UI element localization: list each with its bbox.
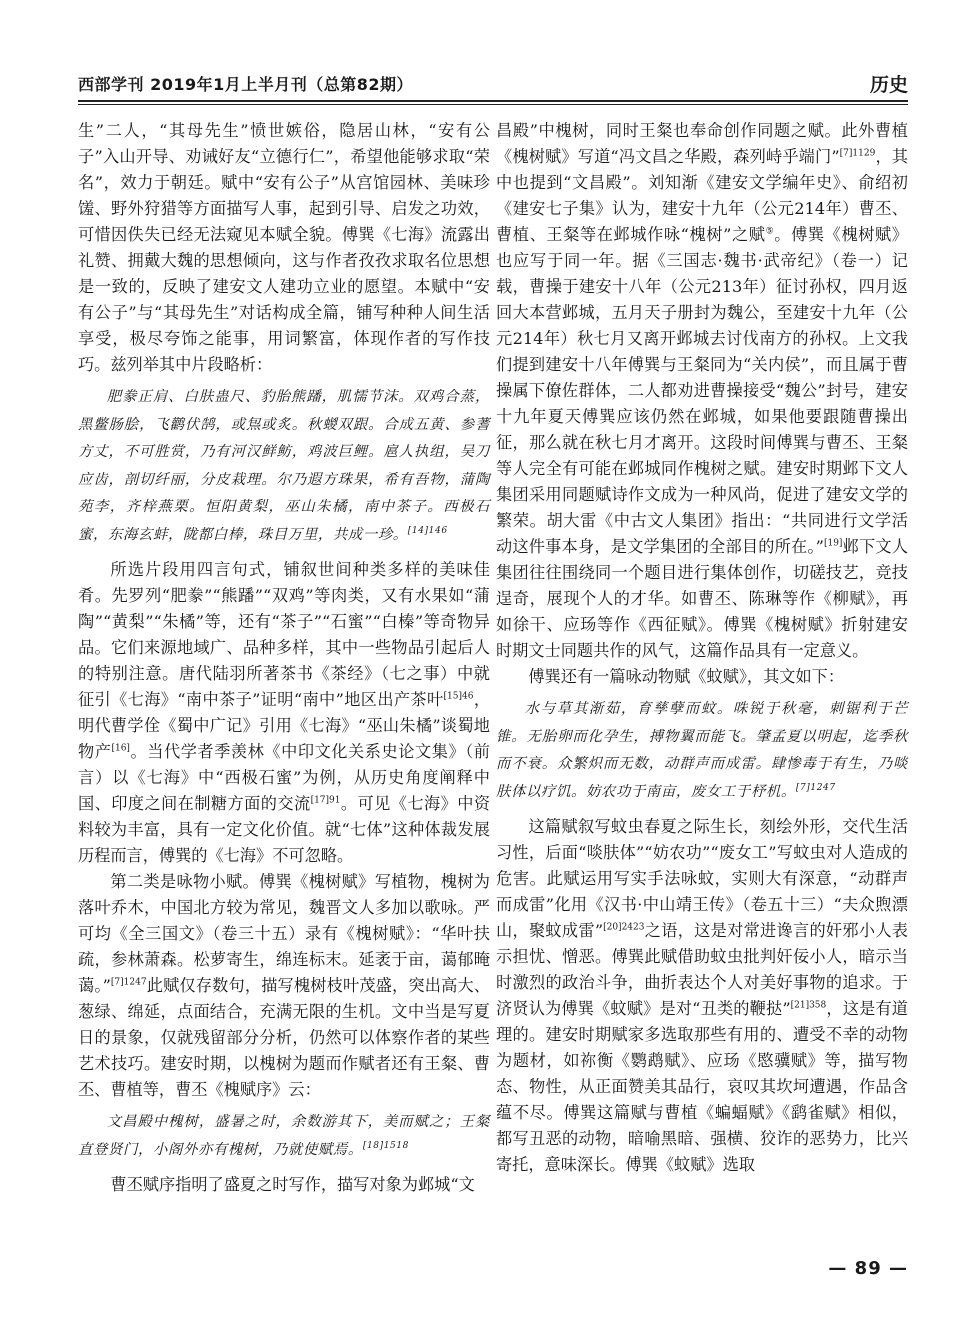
header-rule-thick xyxy=(78,100,908,102)
paragraph-text: ，明代曹学佺《蜀中广记》引用《七海》“巫山朱橘”谈蜀地物产 xyxy=(78,690,491,761)
header-rule-thin xyxy=(78,104,908,105)
body-paragraph xyxy=(496,118,908,664)
paragraph-text: 生”二人，“其母先生”愤世嫉俗，隐居山林，“安有公子”入山开导、劝诫好友“立德行仁”，希望他能够求取“荣名”，效力于朝廷。赋中“安有公子”从宫馆园林、美味珍馐、野外狩猎等方面描写人事，起到引导、启发之功效，可惜因佚失已经无法窥见本赋全貌。傅巽《七海》流露出礼赞、拥戴大魏的思想倾向，这与作者孜孜求取名位思想是一致的，反映了建安文人建功立业的愿望。本赋中“安有公子”与“其母先生”对话构成全篇，铺写种种人间生活享受，极尽夸饰之能事，用词繁富，体现作者的写作技巧。兹列举其中片段略析： xyxy=(78,121,490,374)
paragraph-text: 邺下文人集团往往围绕同一个题目进行集体创作，切磋技艺，竞技逞奇，展现个人的才华。如曹丕、陈琳等作《柳赋》，再如徐干、应玚等作《西征赋》。傅巽《槐树赋》折射建安时期文士同题共作的风气，这篇作品具有一定意义。 xyxy=(496,537,908,660)
paragraph-text: 水与草其渐茹，育孳孽而蚊。咮锐于秋毫，刺锯利于芒锥。无胎卵而化孕生，搏物翼而能飞。肇孟夏以明起，迄季秋而不衰。众繁炽而无数，动群声而成雷。肆惨毒于有生，乃啖肤体以疗饥。妨农功于南亩，废女工于杼机。 xyxy=(496,701,908,800)
journal-title: 西部学刊 2019年1月上半月刊（总第82期） xyxy=(78,75,414,94)
citation-ref: [16] xyxy=(111,743,130,754)
paragraph-text: 。可见《七海》中资料较为丰富，具有一定文化价值。就“七体”这种体裁发展历程而言，傅巽的《七海》不可忽略。 xyxy=(78,794,491,865)
citation-ref: ⑤ xyxy=(765,226,775,237)
paragraph-text: 。当代学者季羡林《中印文化关系史论文集》（前言）以《七海》中“西极石蜜”为例，从历史角度阐释中国、印度之间在制糖方面的交流 xyxy=(78,742,490,813)
paragraph-text: 这篇赋叙写蚊虫春夏之际生长，刻绘外形，交代生活习性，后面“啖肤体”“妨农功”“废女工”写蚊虫对人造成的危害。此赋运用写实手法咏蚊，实则大有深意，“动群声而成雷”化用《汉书·中山靖王传》（卷五十三）“夫众煦漂山，聚蚊成雷” xyxy=(496,817,908,940)
paragraph-text: 之语，这是对常进谗言的奸邪小人表示担忧、憎恶。傅巽此赋借助蚊虫批判奸佞小人，暗示当时激烈的政治斗争，曲折表达个人对美好事物的追求。于济贤认为傅巽《蚊赋》是对“丑类的鞭挞” xyxy=(496,921,908,1018)
paragraph-text: 傅巽还有一篇咏动物赋《蚊赋》，其文如下： xyxy=(528,667,845,686)
left-text-column xyxy=(78,118,490,1198)
body-paragraph xyxy=(78,118,490,378)
body-paragraph xyxy=(78,1172,490,1198)
paragraph-text: 第二类是咏物小赋。傅巽《槐树赋》写植物，槐树为落叶乔木，中国北方较为常见，魏晋文人多加以歌咏。严可均《全三国文》（卷三十五）录有《槐树赋》：“华叶扶疏，参林萧森。松萝寄生，绵连标末。延袤于亩，蔼郁晻蔼。” xyxy=(78,872,490,995)
citation-ref: [20]2423 xyxy=(603,922,645,933)
paragraph-text: ，其中也提到“文昌殿”。刘知渐《建安文学编年史》、俞绍初《建安七子集》认为，建安十九年（公元214年）曹丕、曹植、王粲等在邺城作咏“槐树”之赋 xyxy=(496,147,908,244)
paragraph-text: 所选片段用四言句式，铺叙世间种类多样的美味佳肴。先罗列“肥豢”“熊蹯”“双鸡”等肉类，又有水果如“蒲陶”“黄梨”“朱橘”等，还有“茶子”“石蜜”“白榛”等奇物异品。它们来源地域广、品种多样，其中一些物品引起后人的特别注意。唐代陆羽所著茶书《茶经》（七之事）中就征引《七海》“南中茶子”证明“南中”地区出产茶叶 xyxy=(78,560,490,709)
block-quote xyxy=(78,384,490,549)
citation-ref: [17]91 xyxy=(310,795,341,806)
citation-ref: [21]358 xyxy=(790,1000,827,1011)
paragraph-text: 昌殿”中槐树，同时王粲也奉命创作同题之赋。此外曹植《槐树赋》写道“冯文昌之华殿，森列峙乎端门” xyxy=(496,121,908,166)
paragraph-text: ，这是有道理的。建安时期赋家多选取那些有用的、遭受不幸的动物为题材，如祢衡《鹦鹉赋》、应玚《愍骥赋》等，描写物态、物性，从正面赞美其品行，哀叹其坎坷遭遇，作品含蕴不尽。傅巽这篇赋与曹植《蝙蝠赋》《鹞雀赋》相似，都写丑恶的动物，暗喻黑暗、强横、狡诈的恶势力，比兴寄托，意味深长。傅巽《蚊赋》选取 xyxy=(496,999,908,1174)
block-quote xyxy=(496,696,908,806)
paragraph-text: 文昌殿中槐树，盛暑之时，余数游其下，美而赋之；王粲直登贤门，小阁外亦有槐树，乃就使赋焉。 xyxy=(78,1114,490,1158)
paragraph-text: 曹丕赋序指明了盛夏之时写作，描写对象为邺城“文 xyxy=(110,1175,475,1194)
citation-ref: [14]146 xyxy=(407,525,448,536)
citation-ref: [19] xyxy=(823,538,843,549)
paragraph-text: 。傅巽《槐树赋》也应写于同一年。据《三国志·魏书·武帝纪》（卷一）记载，曹操于建安十八年（公元213年）征讨孙权，四月返回大本营邺城，五月天子册封为魏公，至建安十九年（公元214年）秋七月又离开邺城去讨伐南方的孙权。上文我们提到建安十八年傅巽与王粲同为“关内侯”，而且属于曹操属下僚佐群体，二人都劝进曹操接受“魏公”封号，建安十九年夏天傅巽应该仍然在邺城，如果他要跟随曹操出征，那么就在秋七月才离开。这段时间傅巽与曹丕、王粲等人完全有可能在邺城同作槐树之赋。建安时期邺下文人集团采用同题赋诗作文成为一种风尚，促进了建安文学的繁荣。胡大雷《中古文人集团》指出：“共同进行文学活动这件事本身，是文学集团的全部目的所在。” xyxy=(496,225,908,556)
right-text-column xyxy=(496,118,908,1178)
citation-ref: [7]1247 xyxy=(795,782,836,793)
page-number: — 89 — xyxy=(828,1258,908,1279)
paragraph-text: 此赋仅存数句，描写槐树枝叶茂盛，突出高大、葱绿、绵延，点面结合，充满无限的生机。文中当是写夏日的景象，仅就残留部分分析，仍然可以体察作者的某些艺术技巧。建安时期，以槐树为题而作赋者还有王粲、曹丕、曹植等，曹丕《槐赋序》云： xyxy=(78,976,490,1099)
running-header xyxy=(78,64,908,98)
section-name: 历史 xyxy=(869,74,908,96)
body-paragraph xyxy=(496,664,908,690)
citation-ref: [15]46 xyxy=(443,691,474,702)
citation-ref: [18]1518 xyxy=(362,1140,410,1151)
block-quote xyxy=(78,1109,490,1164)
body-paragraph xyxy=(78,869,490,1103)
citation-ref: [7]1247 xyxy=(110,977,147,988)
paragraph-text: 肥豢正肩、白肤蛊尺、豹胎熊蹯，肌懦节沫。双鸡合蒸，黑鳖肠脍，飞鹳伏鹄，或炰或炙。秋蝬双跟。合成五黄、参蓍方丈，不可胜赏，乃有河汉鲜鲂，鸡波巨鲤。扈人执组，吴刀应齿，剖切纤丽，分皮栽理。尔乃遐方珠果，希有吾物，蒲陶苑李，齐梓燕栗。恒阳黄梨，巫山朱橘，南中茶子。西极石蜜，东海玄蚌，陇都白棒，珠目万里，共成一珍。 xyxy=(78,389,490,543)
body-paragraph xyxy=(496,814,908,1178)
citation-ref: [7]1129 xyxy=(839,148,876,159)
body-paragraph xyxy=(78,557,490,869)
